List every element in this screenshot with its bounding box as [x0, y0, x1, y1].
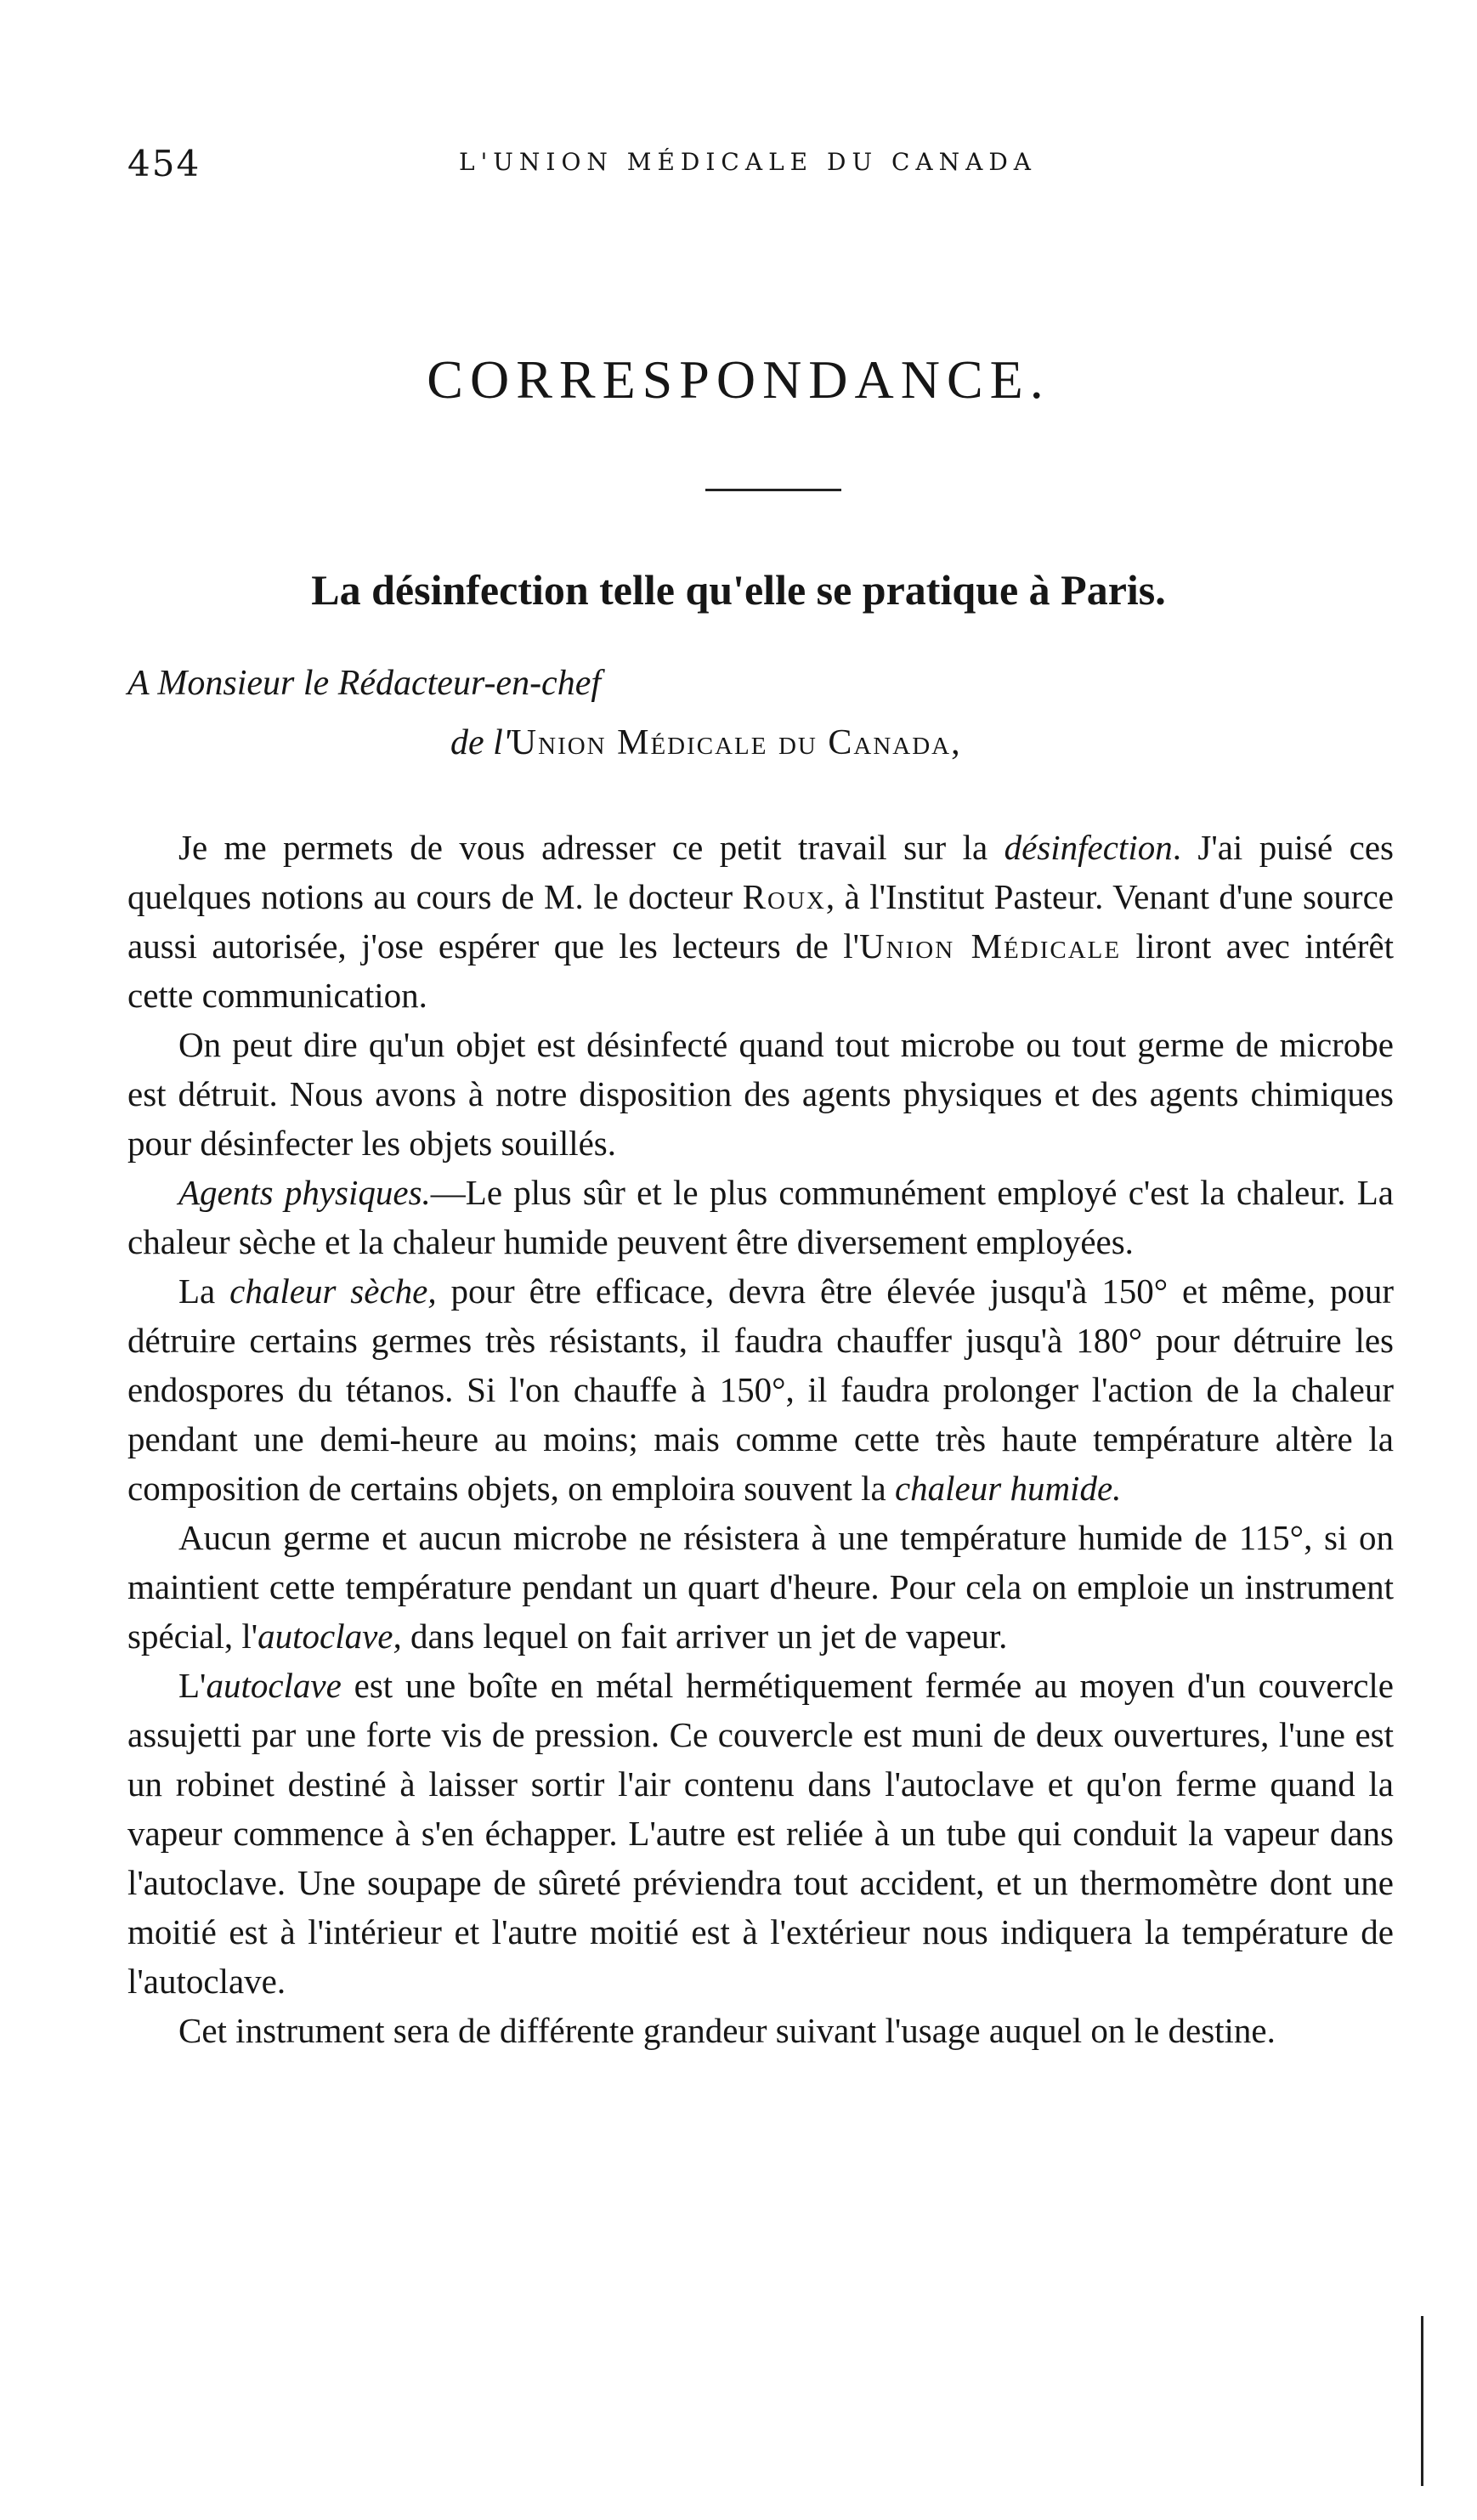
article-title: La désinfection telle qu'elle se pratique à Paris.	[311, 566, 1166, 614]
address-suffix: ,	[951, 723, 960, 762]
page-number: 454	[127, 143, 201, 184]
paragraph-5-italic: autoclave,	[257, 1617, 402, 1656]
salutation: A Monsieur le Rédacteur-en-chef	[127, 664, 602, 703]
address-line	[450, 722, 960, 763]
paragraph-6	[127, 1661, 1394, 2006]
margin-bar	[1421, 2316, 1423, 2486]
paragraph-2: On peut dire qu'un objet est désinfecté quand tout microbe ou tout germe de microbe est détruit. Nous avons à notre disposition des agents physiques et des agents chimiques pour désinfecter les objets souillés.	[127, 1025, 1394, 1163]
paragraph-4-italic-b: chaleur sèche,	[229, 1271, 437, 1311]
paragraph-6-italic: autoclave	[206, 1666, 342, 1705]
paragraph-1-italic: désinfection	[1004, 828, 1173, 867]
section-title: CORRESPONDANCE.	[427, 349, 1050, 410]
paragraph-3-text: —Le plus sûr et le plus communément employé c'est la chaleur. La chaleur sèche et la chaleur humide peuvent être diversement employées.	[127, 1173, 1394, 1261]
paragraph-1	[127, 823, 1394, 1020]
paragraph-4-text-c: pour être efficace, devra être élevée jusqu'à 150° et même, pour détruire certains germes très résistants, il faudra chauffer jusqu'à 180° pour détruire les endospores du tétanos. Si l'on chauffe à 150°, il faudra prolonger l'action de la chaleur pendant une demi-heure au moins; mais comme cette très haute température altère la composition de certains objets, on emploira souvent la	[127, 1271, 1394, 1508]
address-prefix: de l'	[450, 723, 511, 762]
paragraph-5	[127, 1513, 1394, 1661]
paragraph-4-italic-d: chaleur humide.	[894, 1469, 1122, 1508]
paragraph-6-text-c: est une boîte en métal hermétiquement fermée au moyen d'un couvercle assujetti par une forte vis de pression. Ce couvercle est muni de deux ouvertures, l'une est un robinet destiné à laisser sortir l'air contenu dans l'autoclave et qu'on ferme quand la vapeur commence à s'en échapper. L'autre est reliée à un tube qui conduit la vapeur dans l'autoclave. Une soupape de sûreté préviendra tout accident, et un thermomètre dont une moitié est à l'intérieur et l'autre moitié est à l'extérieur nous indiquera la température de l'autoclave.	[127, 1666, 1394, 2001]
paragraph-3	[127, 1168, 1394, 1266]
journal-name: L'UNION MÉDICALE DU CANADA	[459, 148, 1037, 176]
paragraph-1-text-c: . J'ai puisé ces quelques notions au cours de M. le docteur	[127, 828, 1394, 916]
divider-rule	[705, 489, 841, 491]
paragraph-6-text-a: L'	[178, 1666, 207, 1705]
paragraph-1-text-g: liront avec intérêt cette communication.	[127, 926, 1394, 1015]
running-head	[127, 143, 1402, 194]
paragraph-3-heading: Agents physiques.	[178, 1173, 431, 1212]
paragraph-4-text-a: La	[178, 1271, 230, 1311]
paragraph-1-name: Roux	[742, 877, 826, 916]
paragraph-7: Cet instrument sera de différente grandeur suivant l'usage auquel on le destine.	[178, 2011, 1276, 2050]
paragraph-4	[127, 1266, 1394, 1513]
paragraph-5-text-a: Aucun germe et aucun microbe ne résistera à une température humide de 115°, si on maintient cette température pendant un quart d'heure. Pour cela on emploie un instrument spécial, l'	[127, 1518, 1394, 1656]
paragraph-1-text-e: , à l'Institut Pasteur. Venant d'une source aussi autorisée, j'ose espérer que les lecteurs de l'	[127, 877, 1394, 966]
paragraph-1-text-a: Je me permets de vous adresser ce petit travail sur la	[178, 828, 1004, 867]
address-journal: Union Médicale du Canada	[510, 723, 952, 762]
letter-body	[127, 823, 1394, 2055]
paragraph-1-journal: Union Médicale	[859, 926, 1122, 966]
paragraph-5-text-c: dans lequel on fait arriver un jet de vapeur.	[401, 1617, 1008, 1656]
